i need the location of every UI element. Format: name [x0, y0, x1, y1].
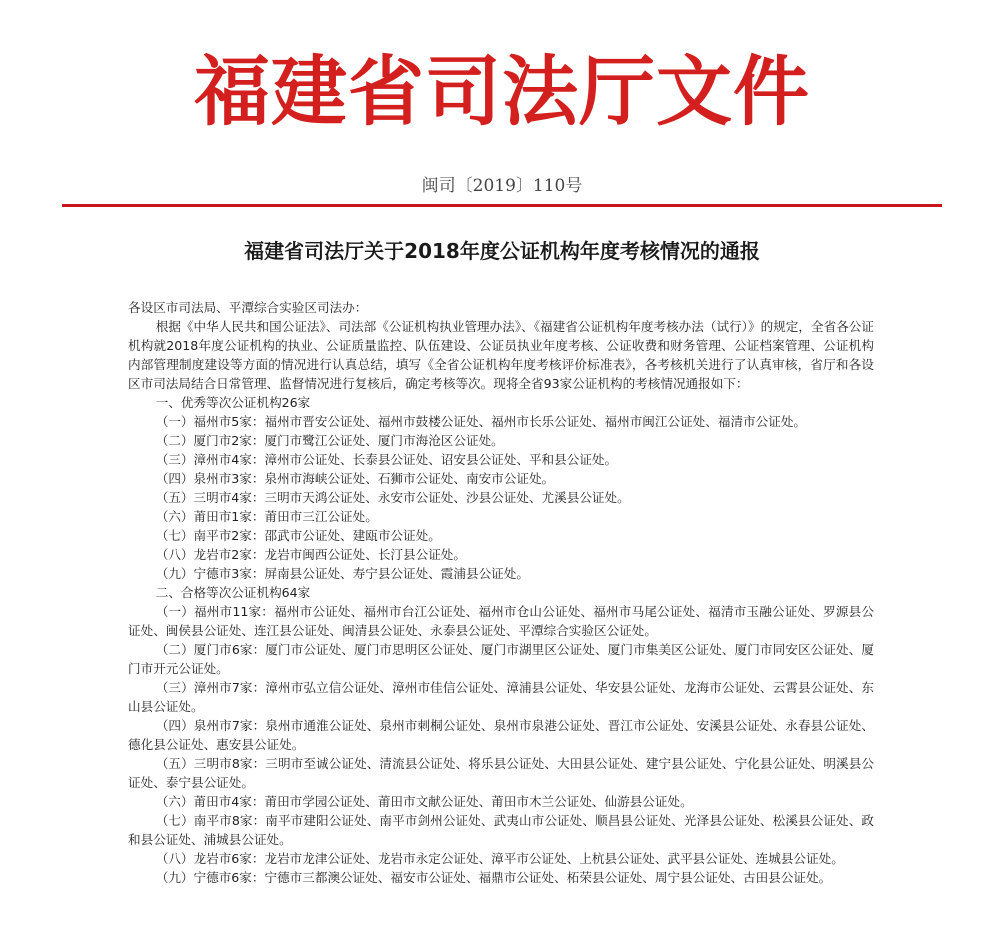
list-item: （七）南平市8家：南平市建阳公证处、南平市剑州公证处、武夷山市公证处、顺昌县公证处、光泽县公证处、松溪县公证处、政和县公证处、浦城县公证处。 [128, 813, 874, 847]
document-number: 闽司〔2019〕110号 [421, 176, 583, 196]
list-item: （三）漳州市7家：漳州市弘立信公证处、漳州市佳信公证处、漳浦县公证处、华安县公证处、龙海市公证处、云霄县公证处、东山县公证处。 [128, 680, 874, 714]
intro-paragraph: 根据《中华人民共和国公证法》、司法部《公证机构执业管理办法》、《福建省公证机构年度考核办法（试行）》的规定，全省各公证机构就2018年度公证机构的执业、公证质量监控、队伍建设、公证员执业年度考核、公证收费和财务管理、公证档案管理、公证机构内部管理制度建设等方面的情况进行认真总结，填写《全省公证机构年度考核评价标准表》，各考核机关进行了认真审核，省厅和各设区市司法局结合日常管理、监督情况进行复核后，确定考核等次。现将全省93家公证机构的考核情况通报如下： [128, 319, 874, 391]
list-item: （七）南平市2家：邵武市公证处、建瓯市公证处。 [155, 528, 441, 543]
salutation: 各设区市司法局、平潭综合实验区司法办： [128, 300, 368, 315]
section-heading-excellent: 一、优秀等次公证机构26家 [155, 395, 311, 410]
list-item: （二）厦门市6家：厦门市公证处、厦门市思明区公证处、厦门市湖里区公证处、厦门市集美区公证处、厦门市同安区公证处、厦门市开元公证处。 [128, 642, 874, 676]
list-item: （一）福州市5家：福州市晋安公证处、福州市鼓楼公证处、福州市长乐公证处、福州市闽江公证处、福清市公证处。 [155, 414, 807, 429]
section-heading-qualified: 二、合格等次公证机构64家 [155, 585, 311, 600]
list-item: （八）龙岩市6家：龙岩市龙津公证处、龙岩市永定公证处、漳平市公证处、上杭县公证处、武平县公证处、连城县公证处。 [155, 851, 844, 866]
list-item: （三）漳州市4家：漳州市公证处、长泰县公证处、诏安县公证处、平和县公证处。 [155, 452, 618, 467]
document-title: 福建省司法厅关于2018年度公证机构年度考核情况的通报 [244, 239, 760, 263]
document-body [128, 298, 874, 887]
list-item: （六）莆田市1家：莆田市三江公证处。 [155, 509, 378, 524]
red-divider [62, 204, 942, 207]
list-item: （八）龙岩市2家：龙岩市闽西公证处、长汀县公证处。 [155, 547, 466, 562]
list-item: （二）厦门市2家：厦门市鹭江公证处、厦门市海沧区公证处。 [155, 433, 504, 448]
list-item: （五）三明市4家：三明市天鸿公证处、永安市公证处、沙县公证处、尤溪县公证处。 [155, 490, 630, 505]
list-item: （六）莆田市4家：莆田市学园公证处、莆田市文献公证处、莆田市木兰公证处、仙游县公证处。 [155, 794, 693, 809]
list-item: （一）福州市11家：福州市公证处、福州市台江公证处、福州市仓山公证处、福州市马尾公证处、福清市玉融公证处、罗源县公证处、闽侯县公证处、连江县公证处、闽清县公证处、永泰县公证处、平潭综合实验区公证处。 [128, 604, 874, 638]
list-item: （四）泉州市3家：泉州市海峡公证处、石狮市公证处、南安市公证处。 [155, 471, 555, 486]
document-masthead: 福建省司法厅文件 [194, 47, 810, 136]
list-item: （九）宁德市6家：宁德市三都澳公证处、福安市公证处、福鼎市公证处、柘荣县公证处、周宁县公证处、古田县公证处。 [155, 870, 832, 885]
list-item: （四）泉州市7家：泉州市通淮公证处、泉州市刺桐公证处、泉州市泉港公证处、晋江市公证处、安溪县公证处、永春县公证处、德化县公证处、惠安县公证处。 [128, 718, 874, 752]
list-item: （九）宁德市3家：屏南县公证处、寿宁县公证处、霞浦县公证处。 [155, 566, 529, 581]
list-item: （五）三明市8家：三明市至诚公证处、清流县公证处、将乐县公证处、大田县公证处、建宁县公证处、宁化县公证处、明溪县公证处、泰宁县公证处。 [128, 756, 874, 790]
